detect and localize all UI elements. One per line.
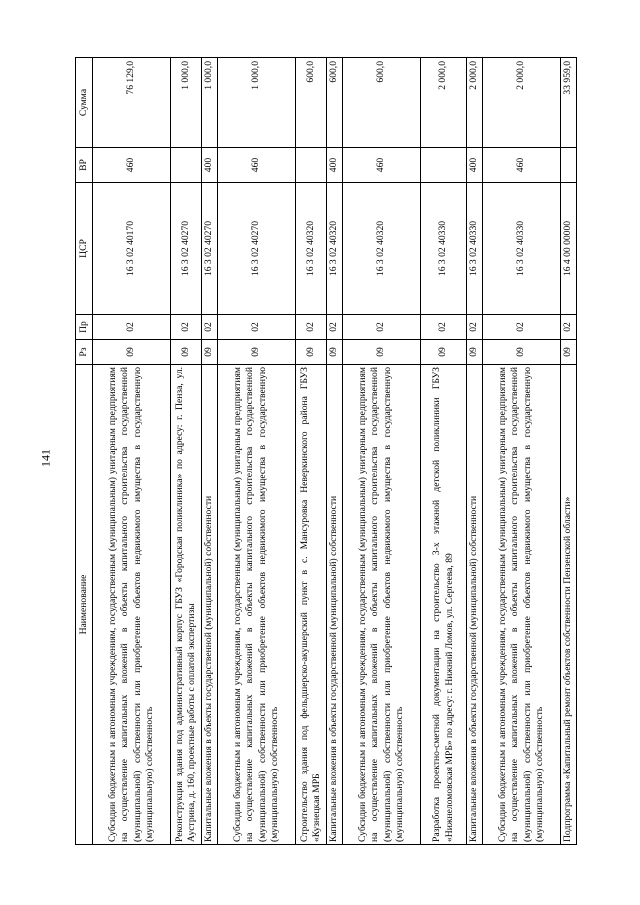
row-csr: 16 3 02 40270 [202, 183, 218, 315]
row-rz: 09 [296, 340, 327, 365]
row-sum: 2 000,0 [467, 58, 483, 148]
row-sum: 2 000,0 [483, 58, 561, 148]
row-name: Субсидии бюджетным и автономным учреждениям, государственным (муниципальным) унитарным предприятиям на осуществление капитальных вложений в объекты капитального строительства государственной (муниципальной) собственности или приобретение объектов недвижимого имущества в государственную (муниципальную) собственность [93, 365, 171, 845]
row-name: Реконструкция здания под административный корпус ГБУЗ «Городская поликлиника» по адресу: г. Пенза, ул. Аустрина, д. 160, проектные работы с оплатой экспертизы [171, 365, 202, 845]
row-csr: 16 3 02 40320 [343, 183, 421, 315]
row-pr: 02 [202, 315, 218, 340]
row-vr: 460 [218, 148, 296, 183]
row-name: Подпрограмма «Капитальный ремонт объектов собственности Пензенской области» [561, 365, 577, 845]
row-sum: 600,0 [343, 58, 421, 148]
row-rz: 09 [467, 340, 483, 365]
row-rz: 09 [202, 340, 218, 365]
budget-table-container [75, 58, 574, 845]
row-pr: 02 [296, 315, 327, 340]
row-name: Капитальные вложения в объекты государственной (муниципальной) собственности [467, 365, 483, 845]
row-rz: 09 [483, 340, 561, 365]
header-rz: Рз [76, 340, 93, 365]
row-pr: 02 [421, 315, 467, 340]
table-row [483, 58, 561, 845]
row-csr: 16 3 02 40270 [218, 183, 296, 315]
row-pr: 02 [93, 315, 171, 340]
row-sum: 600,0 [327, 58, 343, 148]
row-csr: 16 3 02 40320 [296, 183, 327, 315]
row-rz: 09 [171, 340, 202, 365]
row-name: Капитальные вложения в объекты государственной (муниципальной) собственности [202, 365, 218, 845]
table-row [421, 58, 467, 845]
table-row [561, 58, 577, 845]
row-sum: 33 959,0 [561, 58, 577, 148]
row-vr: 400 [467, 148, 483, 183]
row-name: Субсидии бюджетным и автономным учреждениям, государственным (муниципальным) унитарным предприятиям на осуществление капитальных вложений в объекты капитального строительства государственной (муниципальной) собственности или приобретение объектов недвижимого имущества в государственную (муниципальную) собственность [218, 365, 296, 845]
header-pr: Пр [76, 315, 93, 340]
row-vr [421, 148, 467, 183]
header-name: Наименование [76, 365, 93, 845]
row-name: Строительство здания под фельдшерско-акушерский пункт в с. Мансуровка Неверкинского района ГБУЗ «Кузнецкая МРБ [296, 365, 327, 845]
row-vr: 460 [483, 148, 561, 183]
row-name: Субсидии бюджетным и автономным учреждениям, государственным (муниципальным) унитарным предприятиям на осуществление капитальных вложений в объекты капитального строительства государственной (муниципальной) собственности или приобретение объектов недвижимого имущества в государственную (муниципальную) собственность [343, 365, 421, 845]
table-header-row [76, 58, 93, 845]
row-vr [296, 148, 327, 183]
row-vr [171, 148, 202, 183]
row-pr: 02 [327, 315, 343, 340]
row-csr: 16 3 02 40170 [93, 183, 171, 315]
row-rz: 09 [343, 340, 421, 365]
table-row [93, 58, 171, 845]
row-vr: 460 [93, 148, 171, 183]
row-vr: 400 [327, 148, 343, 183]
table-row [467, 58, 483, 845]
table-row [296, 58, 327, 845]
row-rz: 09 [561, 340, 577, 365]
row-sum: 600,0 [296, 58, 327, 148]
row-rz: 09 [93, 340, 171, 365]
table-row [202, 58, 218, 845]
row-rz: 09 [218, 340, 296, 365]
row-csr: 16 3 02 40330 [483, 183, 561, 315]
row-name: Капитальные вложения в объекты государственной (муниципальной) собственности [327, 365, 343, 845]
row-sum: 2 000,0 [421, 58, 467, 148]
row-csr: 16 3 02 40320 [327, 183, 343, 315]
row-csr: 16 3 02 40330 [467, 183, 483, 315]
page-number: 141 [38, 449, 53, 467]
row-rz: 09 [327, 340, 343, 365]
row-pr: 02 [171, 315, 202, 340]
table-row [343, 58, 421, 845]
row-sum: 1 000,0 [202, 58, 218, 148]
row-sum: 1 000,0 [171, 58, 202, 148]
table-row [327, 58, 343, 845]
row-csr: 16 3 02 40330 [421, 183, 467, 315]
row-pr: 02 [218, 315, 296, 340]
header-vr: ВР [76, 148, 93, 183]
row-vr: 400 [202, 148, 218, 183]
row-pr: 02 [483, 315, 561, 340]
row-pr: 02 [343, 315, 421, 340]
header-csr: ЦСР [76, 183, 93, 315]
table-row [171, 58, 202, 845]
row-pr: 02 [467, 315, 483, 340]
row-name: Субсидии бюджетным и автономным учреждениям, государственным (муниципальным) унитарным предприятиям на осуществление капитальных вложений в объекты капитального строительства государственной (муниципальной) собственности или приобретение объектов недвижимого имущества в государственную (муниципальную) собственность [483, 365, 561, 845]
row-vr [561, 148, 577, 183]
budget-table [75, 57, 577, 845]
table-row [218, 58, 296, 845]
header-sum: Сумма [76, 58, 93, 148]
row-csr: 16 3 02 40270 [171, 183, 202, 315]
row-pr: 02 [561, 315, 577, 340]
row-vr: 460 [343, 148, 421, 183]
row-csr: 16 4 00 00000 [561, 183, 577, 315]
row-rz: 09 [421, 340, 467, 365]
row-name: Разработка проектно-сметной документации на строительство 3-х этажной детской поликлиники ГБУЗ «Нижнеломовская МРБ» по адресу: г. Нижний Ломов, ул. Сергеева, 89 [421, 365, 467, 845]
row-sum: 1 000,0 [218, 58, 296, 148]
row-sum: 76 129,0 [93, 58, 171, 148]
